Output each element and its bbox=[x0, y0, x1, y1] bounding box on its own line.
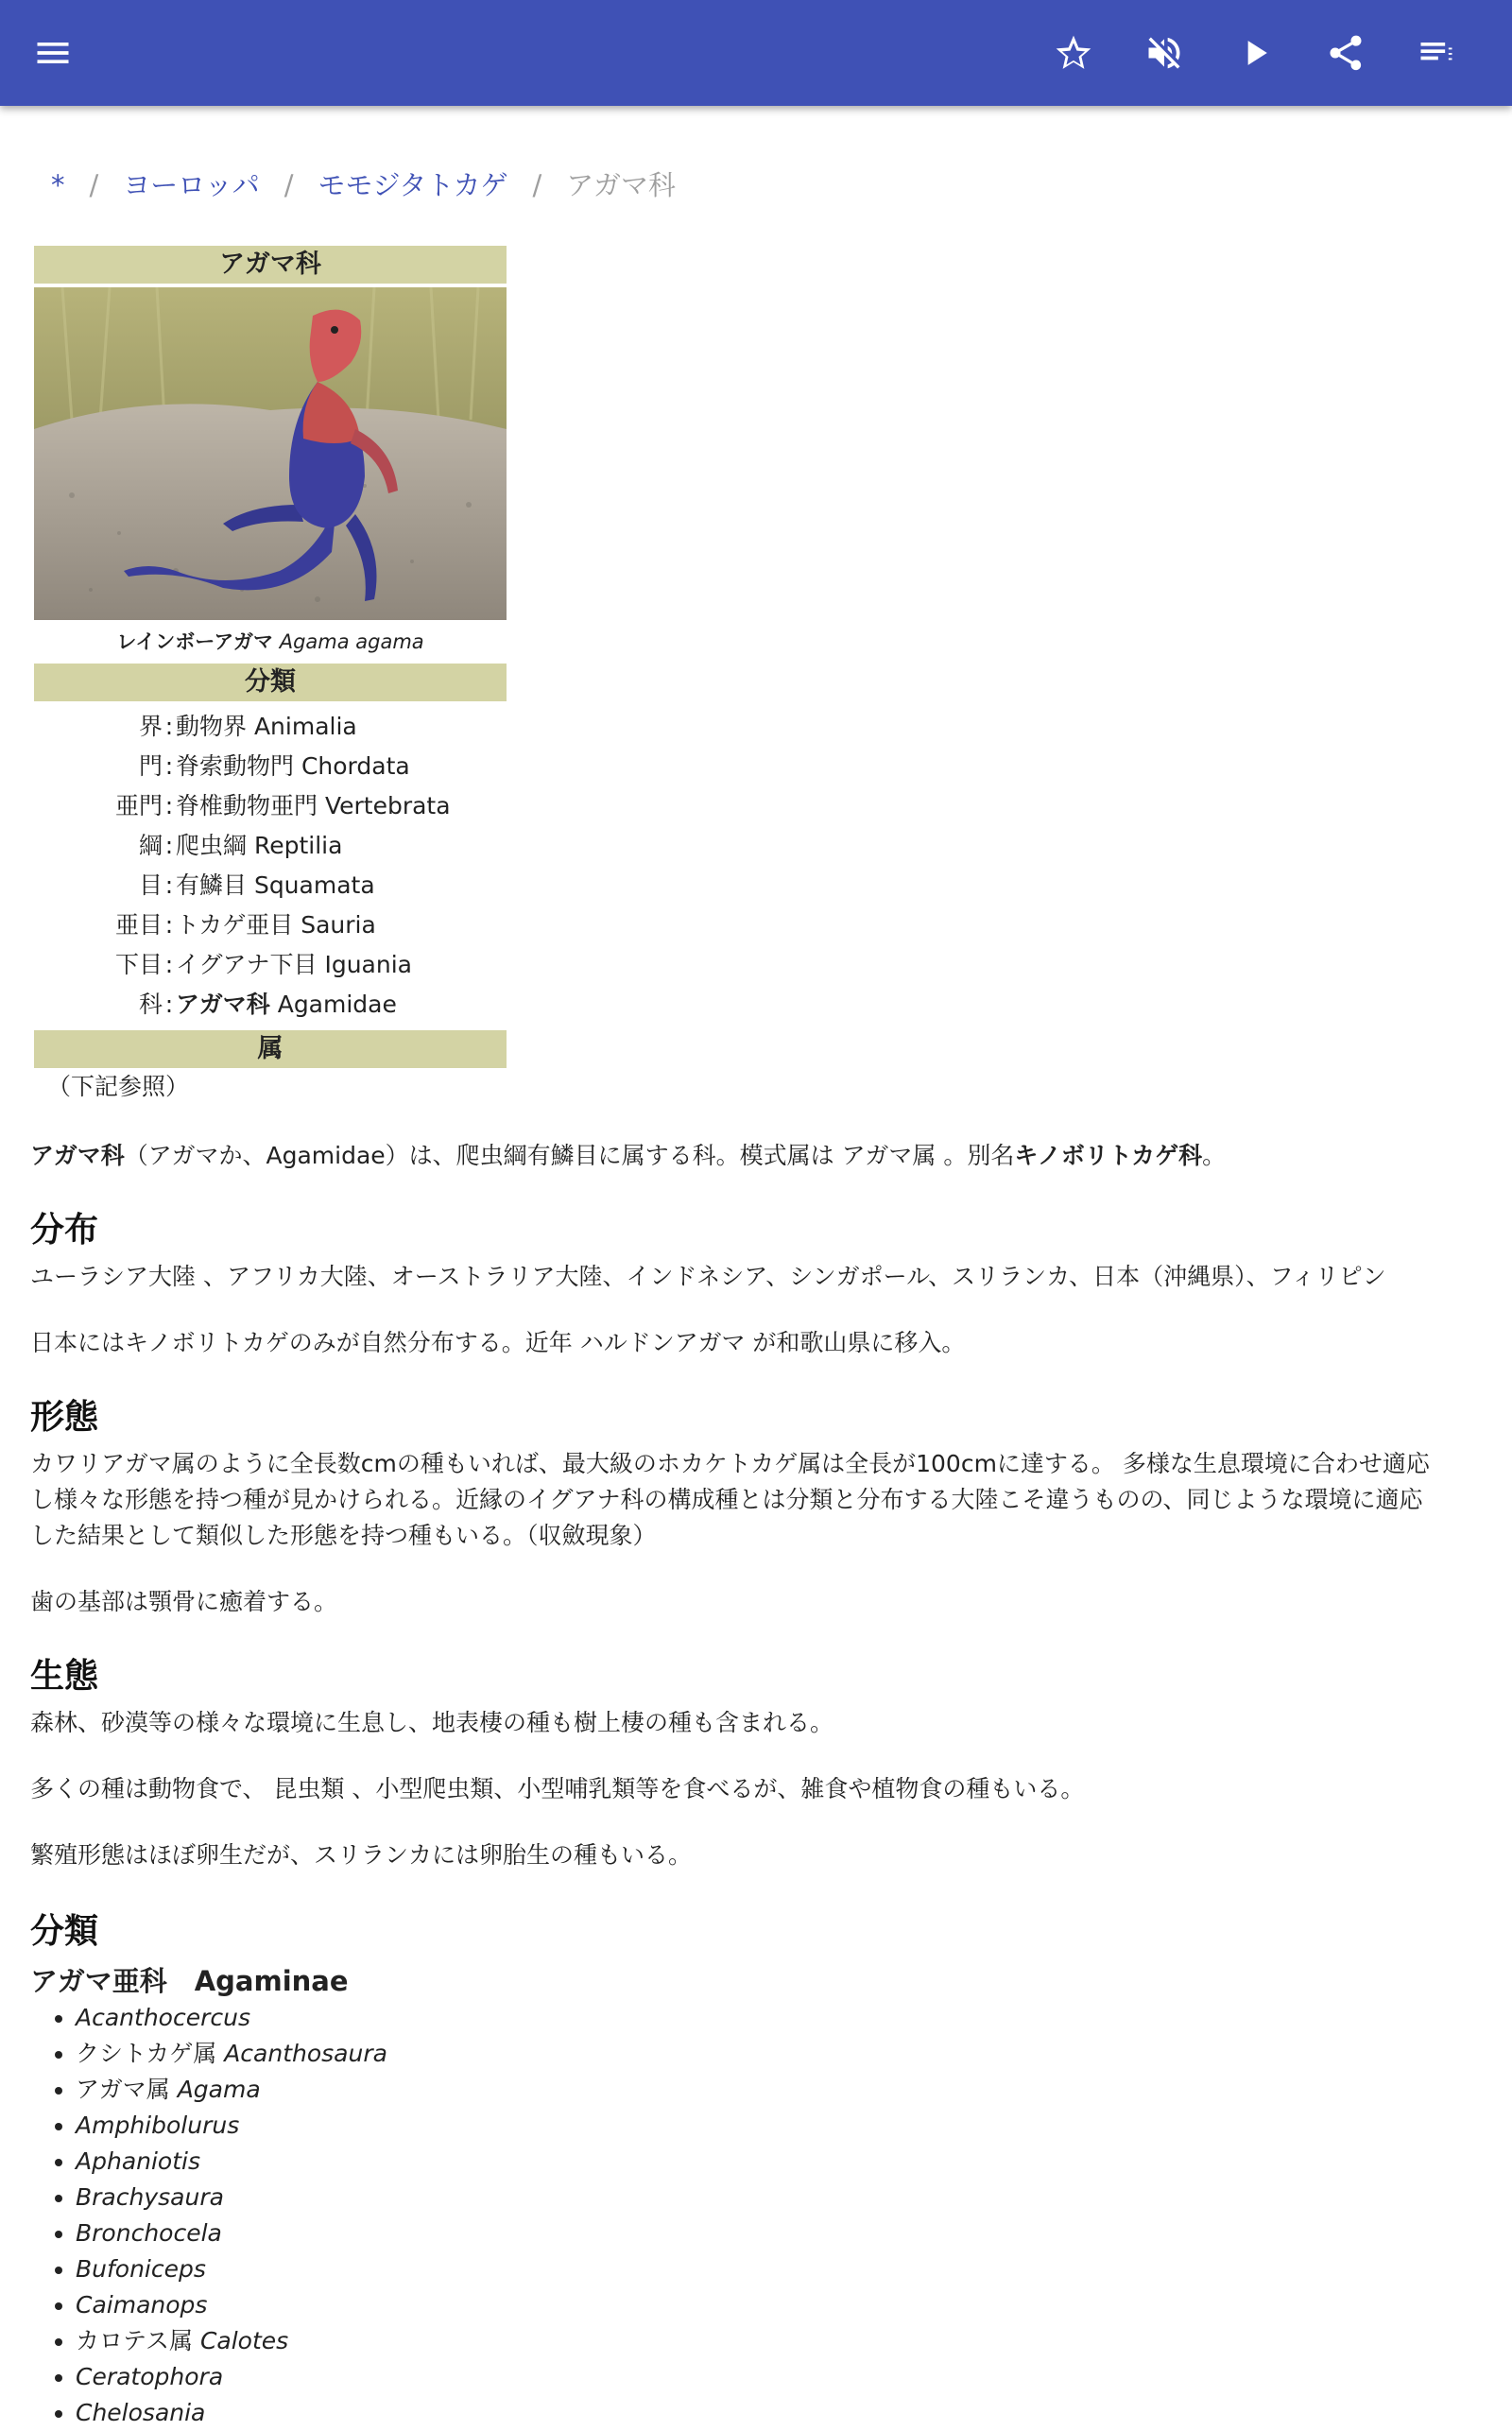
section-title-classification: 分類 bbox=[30, 1912, 99, 1951]
taxonomy-row: 亜門 : 脊椎動物亜門 Vertebrata bbox=[34, 786, 507, 826]
morphology-paragraph-2: 歯の基部は顎骨に癒着する。 bbox=[30, 1588, 338, 1615]
rank-label: 目 bbox=[138, 871, 163, 899]
subfamily-heading: アガマ亜科 Agaminae bbox=[30, 1965, 349, 1997]
breadcrumb-separator: / bbox=[284, 169, 294, 201]
section-title-distribution: 分布 bbox=[30, 1211, 99, 1250]
rank-label: 下目 bbox=[114, 951, 163, 978]
classification-header: 分類 bbox=[34, 664, 507, 701]
ecology-paragraph-1: 森林、砂漠等の様々な環境に生息し、地表棲の種も樹上棲の種も含まれる。 bbox=[30, 1709, 834, 1736]
list-item[interactable]: • Bronchocela bbox=[76, 2215, 387, 2251]
caption-latin-name: Agama agama bbox=[279, 630, 424, 653]
rank-value[interactable]: 爬虫綱 Reptilia bbox=[176, 832, 343, 859]
breadcrumb bbox=[51, 166, 676, 204]
breadcrumb-separator: / bbox=[532, 169, 542, 201]
caption-japanese-name: レインボーアガマ bbox=[116, 630, 274, 653]
breadcrumb-root-link[interactable]: * bbox=[51, 169, 65, 201]
taxobox-title: アガマ科 bbox=[34, 246, 507, 284]
volume-off-icon[interactable] bbox=[1136, 25, 1193, 81]
list-item[interactable]: • カロテス属 Calotes bbox=[76, 2323, 387, 2359]
breadcrumb-europe-link[interactable]: ヨーロッパ bbox=[123, 169, 260, 201]
genus-list bbox=[30, 2000, 387, 2431]
play-icon[interactable] bbox=[1227, 25, 1283, 81]
taxonomy-row: 綱 : 爬虫綱 Reptilia bbox=[34, 826, 507, 866]
breadcrumb-lacertid-link[interactable]: モモジタトカゲ bbox=[318, 169, 508, 201]
rank-value[interactable]: 脊索動物門 Chordata bbox=[176, 752, 410, 780]
list-item[interactable]: • クシトカゲ属 Acanthosaura bbox=[76, 2036, 387, 2072]
taxonomy-row: 界 : 動物界 Animalia bbox=[34, 707, 507, 747]
share-icon[interactable] bbox=[1317, 25, 1374, 81]
distribution-paragraph-2: 日本にはキノボリトカゲのみが自然分布する。近年 ハルドンアガマ が和歌山県に移入。 bbox=[30, 1329, 966, 1356]
genus-header: 属 bbox=[34, 1030, 507, 1068]
rank-value[interactable]: 脊椎動物亜門 Vertebrata bbox=[176, 792, 451, 819]
genus-note: （下記参照） bbox=[47, 1073, 190, 1100]
list-item[interactable]: • アガマ属 Agama bbox=[76, 2072, 387, 2108]
taxonomy-row: 下目 : イグアナ下目 Iguania bbox=[34, 945, 507, 985]
ecology-paragraph-2: 多くの種は動物食で、 昆虫類 、小型爬虫類、小型哺乳類等を食べるが、雑食や植物食の種もいる。 bbox=[30, 1775, 1085, 1802]
morphology-paragraph-1: カワリアガマ属のように全長数cmの種もいれば、最大級のホカケトカゲ属は全長が100cmに達する。 多様な生息環境に合わせ適応 し様々な形態を持つ種が見かけられる。近縁のイグアナ科の構成種とは分類と分布する大陸こそ違うものの、同じような環境に適応 した結果として類似した形態を持つ種もいる。（収斂現象） bbox=[30, 1450, 1430, 1549]
distribution-paragraph-1: ユーラシア大陸 、アフリカ大陸、オーストラリア大陸、インドネシア、シンガポール、スリランカ、日本（沖縄県）、フィリピン bbox=[30, 1263, 1386, 1290]
rank-label: 亜門 bbox=[114, 792, 163, 819]
list-item[interactable]: • Aphaniotis bbox=[76, 2144, 387, 2180]
ecology-paragraph-3: 繁殖形態はほぼ卵生だが、スリランカには卵胎生の種もいる。 bbox=[30, 1841, 693, 1869]
list-item[interactable]: • Caimanops bbox=[76, 2287, 387, 2323]
rank-value[interactable]: トカゲ亜目 Sauria bbox=[176, 911, 376, 939]
rank-label: 綱 bbox=[138, 832, 163, 859]
photo-caption bbox=[34, 620, 507, 664]
taxonomy-row: 門 : 脊索動物門 Chordata bbox=[34, 747, 507, 786]
playlist-icon[interactable] bbox=[1408, 25, 1465, 81]
taxonomy-row: 目 : 有鱗目 Squamata bbox=[34, 866, 507, 905]
rank-label: 亜目 bbox=[114, 911, 163, 939]
rank-value: アガマ科 Agamidae bbox=[176, 991, 397, 1018]
rank-value[interactable]: イグアナ下目 Iguania bbox=[176, 951, 412, 978]
list-item[interactable]: • Amphibolurus bbox=[76, 2108, 387, 2144]
star-icon[interactable] bbox=[1045, 25, 1102, 81]
menu-icon[interactable] bbox=[25, 25, 81, 81]
taxonomy-row-family: 科 : アガマ科 Agamidae bbox=[34, 985, 507, 1025]
list-item[interactable]: • Acanthocercus bbox=[76, 2000, 387, 2036]
taxonomy-row: 亜目 : トカゲ亜目 Sauria bbox=[34, 905, 507, 945]
rank-value[interactable]: 有鱗目 Squamata bbox=[176, 871, 375, 899]
breadcrumb-separator: / bbox=[89, 169, 99, 201]
section-title-ecology: 生態 bbox=[30, 1657, 99, 1696]
list-item[interactable]: • Chelosania bbox=[76, 2395, 387, 2431]
rank-value[interactable]: 動物界 Animalia bbox=[176, 713, 357, 740]
section-title-morphology: 形態 bbox=[30, 1398, 99, 1437]
rank-label: 門 bbox=[138, 752, 163, 780]
breadcrumb-current: アガマ科 bbox=[566, 169, 676, 201]
list-item[interactable]: • Brachysaura bbox=[76, 2180, 387, 2215]
list-item[interactable]: • Bufoniceps bbox=[76, 2251, 387, 2287]
agama-lizard-photo[interactable] bbox=[34, 287, 507, 620]
taxobox bbox=[34, 246, 507, 1106]
list-item[interactable]: • Ceratophora bbox=[76, 2359, 387, 2395]
app-bar bbox=[0, 0, 1512, 106]
intro-paragraph: アガマ科（アガマか、Agamidae）は、爬虫綱有鱗目に属する科。模式属は アガマ属 。別名キノボリトカゲ科。 bbox=[30, 1142, 1227, 1169]
taxonomy-table bbox=[34, 707, 507, 1025]
rank-label: 界 bbox=[138, 713, 163, 740]
rank-label: 科 bbox=[138, 991, 163, 1018]
